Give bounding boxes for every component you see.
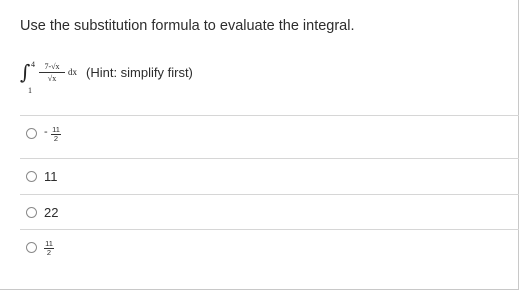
option-fraction — [44, 240, 54, 257]
answer-option-2[interactable] — [20, 158, 519, 192]
radio-button-icon[interactable] — [26, 171, 37, 182]
answer-option-1[interactable] — [20, 115, 519, 149]
fraction-bar — [39, 72, 65, 73]
question-prompt: Use the substitution formula to evaluate the integral. — [20, 18, 355, 34]
answer-option-4[interactable] — [20, 229, 519, 263]
hint-text: (Hint: simplify first) — [86, 65, 193, 80]
option-label: 22 — [44, 205, 59, 220]
option-denominator: 2 — [53, 134, 59, 143]
integrand-denominator: √x — [47, 74, 57, 83]
option-numerator: 11 — [52, 125, 60, 134]
integral-upper-limit: 4 — [31, 60, 35, 69]
option-denominator: 2 — [46, 248, 52, 257]
radio-button-icon[interactable] — [26, 207, 37, 218]
integral-expression — [20, 58, 320, 98]
integrand-numerator: 7-√x — [44, 62, 60, 71]
option-numerator: 11 — [45, 239, 53, 248]
radio-button-icon[interactable] — [26, 128, 37, 139]
integral-differential: dx — [68, 67, 77, 77]
option-sign: - — [44, 126, 48, 138]
option-fraction — [51, 126, 61, 143]
answer-option-3[interactable] — [20, 194, 519, 228]
radio-button-icon[interactable] — [26, 242, 37, 253]
integrand-fraction — [39, 62, 65, 83]
integral-sign-icon: ∫ — [20, 60, 31, 84]
integral-lower-limit: 1 — [28, 86, 32, 95]
option-label: 11 — [44, 169, 58, 184]
